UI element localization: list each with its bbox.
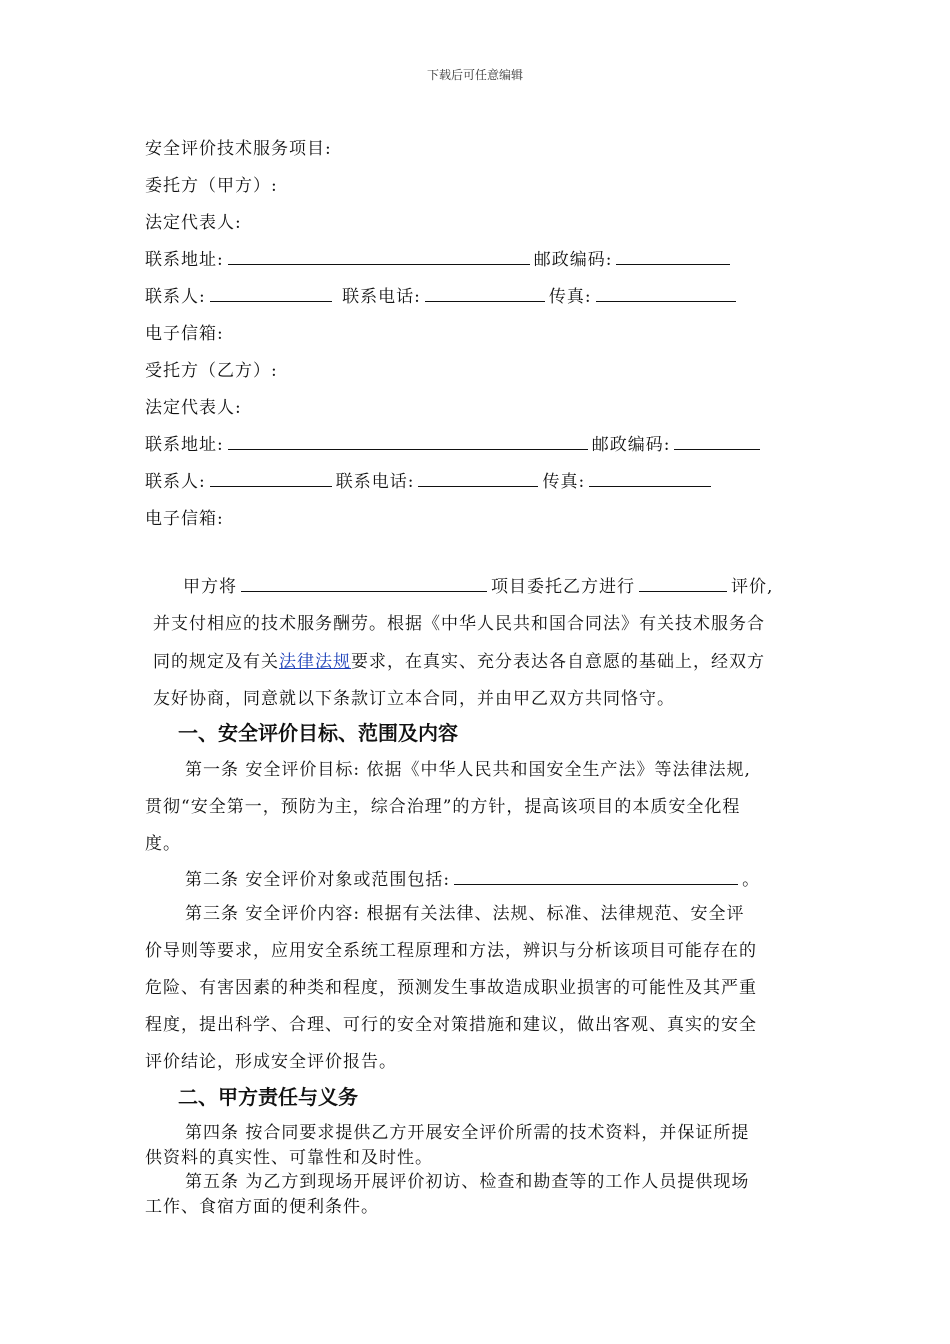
postcode-blank[interactable] xyxy=(674,433,760,450)
article-5-line-1: 第五条 为乙方到现场开展评价初访、检查和勘查等的工作人员提供现场 xyxy=(185,1172,750,1192)
address-blank[interactable] xyxy=(228,433,588,450)
eval-blank[interactable] xyxy=(639,575,727,592)
article-1-line-1: 第一条 安全评价目标: 依据《中华人民共和国安全生产法》等法律法规, xyxy=(185,760,751,780)
field-contractor-contact: 联系人: 联系电话: 传真: xyxy=(145,470,715,494)
field-client-address: 联系地址: 邮政编码: xyxy=(145,248,734,272)
intro-line-4: 友好协商，同意就以下条款订立本合同，并由甲乙双方共同恪守。 xyxy=(153,689,675,709)
phone-blank[interactable] xyxy=(418,470,538,487)
article-1-line-3: 度。 xyxy=(145,834,181,854)
field-client: 委托方（甲方）: xyxy=(145,176,278,196)
intro-line-1: 甲方将 项目委托乙方进行 评价, xyxy=(183,577,774,597)
field-client-rep: 法定代表人: xyxy=(145,213,242,233)
article-4-line-2: 供资料的真实性、可靠性和及时性。 xyxy=(145,1148,433,1168)
fax-blank[interactable] xyxy=(589,470,711,487)
section-1-title: 一、安全评价目标、范围及内容 xyxy=(178,721,458,745)
intro-line-3: 同的规定及有关法律法规要求，在真实、充分表达各自意愿的基础上，经双方 xyxy=(153,652,765,672)
field-client-contact: 联系人: 联系电话: 传真: xyxy=(145,285,740,309)
article-1-line-2: 贯彻“安全第一，预防为主，综合治理”的方针，提高该项目的本质安全化程 xyxy=(145,797,741,817)
article-3-line-4: 程度，提出科学、合理、可行的安全对策措施和建议，做出客观、真实的安全 xyxy=(145,1015,757,1035)
address-blank[interactable] xyxy=(228,248,530,265)
article-5-line-2: 工作、食宿方面的便利条件。 xyxy=(145,1197,379,1217)
field-contractor: 受托方（乙方）: xyxy=(145,361,278,381)
section-2-title: 二、甲方责任与义务 xyxy=(178,1085,358,1109)
article-3-line-3: 危险、有害因素的种类和程度，预测发生事故造成职业损害的可能性及其严重 xyxy=(145,978,757,998)
contact-blank[interactable] xyxy=(210,470,332,487)
intro-line-2: 并支付相应的技术服务酬劳。根据《中华人民共和国合同法》有关技术服务合 xyxy=(153,614,765,634)
field-project: 安全评价技术服务项目: xyxy=(145,139,332,159)
field-contractor-address: 联系地址: 邮政编码: xyxy=(145,433,764,457)
article-4-line-1: 第四条 按合同要求提供乙方开展安全评价所需的技术资料，并保证所提 xyxy=(185,1123,750,1143)
page-header: 下载后可任意编辑 xyxy=(426,68,523,82)
field-client-email: 电子信箱: xyxy=(145,324,224,344)
law-link[interactable]: 法律法规 xyxy=(279,652,351,672)
article-3-line-2: 价导则等要求，应用安全系统工程原理和方法，辨识与分析该项目可能存在的 xyxy=(145,941,757,961)
contact-blank[interactable] xyxy=(210,285,332,302)
article-3-line-1: 第三条 安全评价内容: 根据有关法律、法规、标准、法律规范、安全评 xyxy=(185,904,745,924)
phone-blank[interactable] xyxy=(425,285,545,302)
article-3-line-5: 评价结论，形成安全评价报告。 xyxy=(145,1052,397,1072)
project-blank[interactable] xyxy=(241,575,487,592)
field-contractor-email: 电子信箱: xyxy=(145,509,224,529)
fax-blank[interactable] xyxy=(596,285,736,302)
scope-blank[interactable] xyxy=(454,868,738,885)
postcode-blank[interactable] xyxy=(616,248,730,265)
field-contractor-rep: 法定代表人: xyxy=(145,398,242,418)
article-2: 第二条 安全评价对象或范围包括: 。 xyxy=(185,870,761,890)
